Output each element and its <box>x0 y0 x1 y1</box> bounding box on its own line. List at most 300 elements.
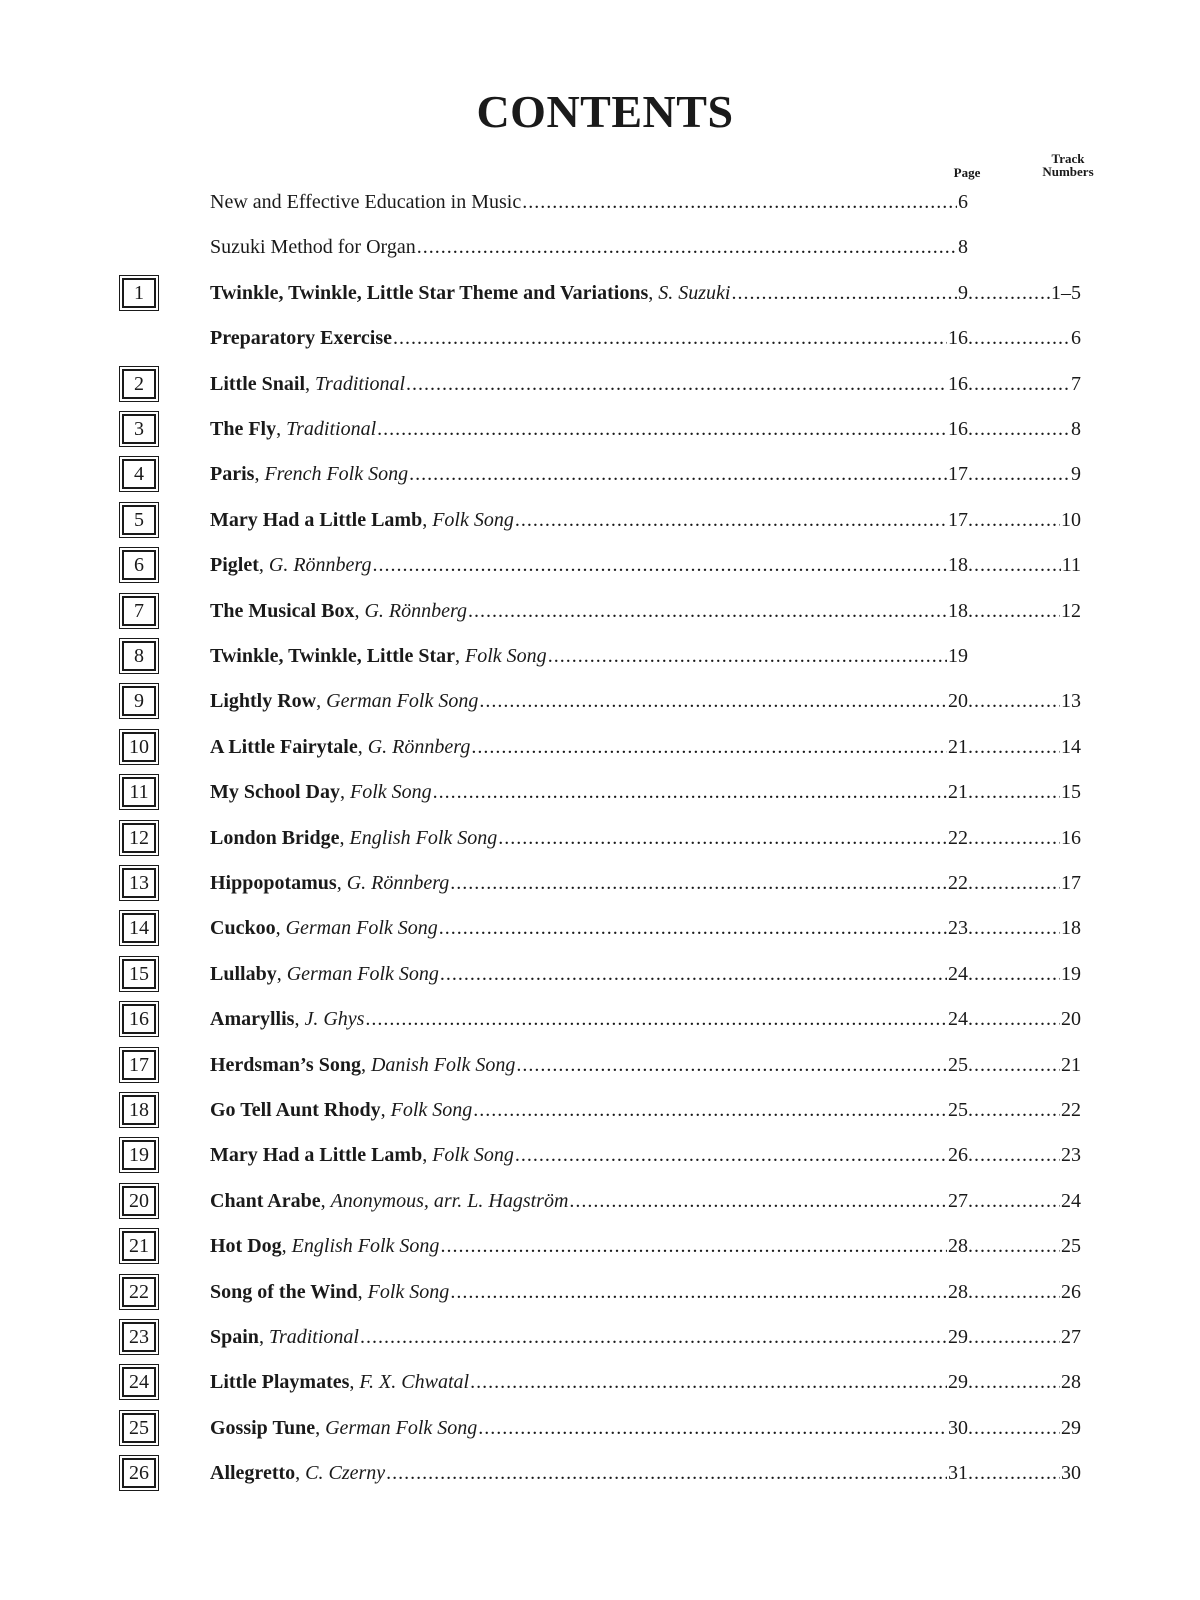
toc-row[interactable] <box>0 1186 1200 1216</box>
entry-number-box: 7 <box>122 596 156 626</box>
entry-title: The Musical Box <box>210 599 355 622</box>
track-dot-leader <box>968 913 1060 943</box>
entry-line <box>210 369 968 399</box>
entry-line <box>210 1186 968 1216</box>
track-dot-leader <box>968 1231 1060 1261</box>
track-cell <box>968 596 1081 626</box>
dot-leader <box>360 1322 947 1352</box>
track-dot-leader <box>968 1367 1060 1397</box>
entry-separator: , <box>349 1371 360 1394</box>
toc-row[interactable] <box>0 1367 1200 1397</box>
dot-leader <box>468 596 947 626</box>
entry-line <box>210 323 968 353</box>
toc-row[interactable] <box>0 959 1200 989</box>
entry-number-box: 26 <box>122 1458 156 1488</box>
dot-leader <box>516 1050 947 1080</box>
entry-separator: , <box>340 781 350 804</box>
entry-page-number: 29 <box>948 1371 968 1394</box>
entry-separator: , <box>276 418 287 440</box>
entry-separator: , <box>275 917 286 940</box>
track-cell <box>968 686 1081 716</box>
entry-separator: , <box>422 508 433 531</box>
entry-track-number: 7 <box>1071 372 1081 395</box>
track-cell <box>968 777 1081 807</box>
entry-number-box: 11 <box>122 777 156 807</box>
entry-track-number: 23 <box>1061 1144 1081 1167</box>
dot-leader <box>365 1004 947 1034</box>
entry-separator: , <box>294 1008 305 1031</box>
entry-page-number: 9 <box>958 281 968 304</box>
entry-number-box: 3 <box>122 414 156 444</box>
entry-composer: German Folk Song <box>325 1416 478 1439</box>
track-dot-leader <box>968 823 1060 853</box>
entry-separator: , <box>258 1326 269 1348</box>
entry-line <box>210 1095 968 1125</box>
entry-page-number: 28 <box>948 1235 968 1258</box>
entry-title: Spain <box>210 1326 259 1348</box>
entry-title: Lullaby <box>210 962 277 985</box>
track-cell <box>968 913 1081 943</box>
entry-page-number: 22 <box>948 872 968 894</box>
entry-composer: German Folk Song <box>285 917 438 940</box>
entry-number-box: 14 <box>122 913 156 943</box>
dot-leader <box>515 1140 947 1170</box>
entry-page-number: 6 <box>958 191 968 213</box>
entry-line <box>210 641 968 671</box>
entry-composer: German Folk Song <box>286 962 439 985</box>
track-header-line2: Numbers <box>1042 164 1094 179</box>
entry-separator: , <box>648 281 659 304</box>
track-cell <box>968 1367 1081 1397</box>
entry-line <box>210 959 968 989</box>
entry-title: Allegretto <box>210 1462 296 1485</box>
track-dot-leader <box>968 369 1070 399</box>
entry-title: Little Snail <box>210 372 306 395</box>
entry-title: Paris <box>210 463 255 486</box>
dot-leader <box>377 414 947 444</box>
entry-track-number: 22 <box>1061 1099 1081 1121</box>
entry-title: Go Tell Aunt Rhody <box>210 1099 381 1121</box>
track-cell <box>968 1322 1081 1352</box>
entry-title: My School Day <box>210 781 340 804</box>
track-cell <box>968 323 1081 353</box>
track-dot-leader <box>968 278 1050 308</box>
entry-title: Amaryllis <box>210 1008 295 1031</box>
toc-row[interactable] <box>0 1050 1200 1080</box>
track-cell <box>968 459 1081 489</box>
entry-separator: , <box>357 735 368 758</box>
toc-row[interactable] <box>0 187 1200 217</box>
entry-track-number: 26 <box>1061 1280 1081 1303</box>
entry-composer: S. Suzuki <box>658 281 731 304</box>
entry-number-box: 21 <box>122 1231 156 1261</box>
entry-title: Gossip Tune <box>210 1416 316 1439</box>
entry-separator: , <box>336 872 347 894</box>
entry-track-number: 30 <box>1061 1462 1081 1485</box>
dot-leader <box>515 505 947 535</box>
entry-track-number: 9 <box>1071 463 1081 486</box>
toc-row[interactable] <box>0 505 1200 535</box>
track-dot-leader <box>968 1458 1060 1488</box>
entry-separator: , <box>276 962 287 985</box>
toc-row[interactable] <box>0 868 1200 898</box>
dot-leader <box>473 1095 947 1125</box>
track-dot-leader <box>968 959 1060 989</box>
entry-line <box>210 1277 968 1307</box>
entry-composer: German Folk Song <box>326 690 479 713</box>
entry-track-number: 12 <box>1061 599 1081 622</box>
entry-line <box>210 414 968 444</box>
dot-leader <box>372 550 947 580</box>
entry-track-number: 1–5 <box>1051 281 1081 304</box>
toc-row[interactable] <box>0 1413 1200 1443</box>
entry-composer: Folk Song <box>465 645 547 667</box>
track-dot-leader <box>968 732 1060 762</box>
entry-line <box>210 505 968 535</box>
dot-leader <box>439 913 947 943</box>
track-dot-leader <box>968 1186 1060 1216</box>
entry-title: Little Playmates <box>210 1371 350 1394</box>
track-dot-leader <box>968 414 1070 444</box>
toc-row[interactable] <box>0 550 1200 580</box>
entry-title: Herdsman’s Song <box>210 1053 361 1076</box>
track-dot-leader <box>968 868 1060 898</box>
entry-track-number: 28 <box>1061 1371 1081 1394</box>
entry-page-number: 27 <box>948 1189 968 1212</box>
entry-track-number: 10 <box>1061 508 1081 531</box>
dot-leader <box>548 641 947 671</box>
dot-leader <box>406 369 947 399</box>
track-cell <box>968 868 1081 898</box>
entry-separator: , <box>357 1280 368 1303</box>
entry-page-number: 20 <box>948 690 968 713</box>
entry-composer: Folk Song <box>367 1280 450 1303</box>
entry-page-number: 19 <box>948 645 968 667</box>
entry-number-box: 20 <box>122 1186 156 1216</box>
entry-page-number: 16 <box>948 372 968 395</box>
track-dot-leader <box>968 459 1070 489</box>
track-dot-leader <box>968 777 1060 807</box>
dot-leader <box>498 823 947 853</box>
track-cell <box>968 414 1081 444</box>
track-cell <box>968 1186 1081 1216</box>
track-dot-leader <box>968 550 1061 580</box>
page-column-header: Page <box>953 165 981 180</box>
entry-line <box>210 1458 968 1488</box>
track-header-line1: Track <box>1051 151 1085 166</box>
entry-line <box>210 1050 968 1080</box>
entry-composer: C. Czerny <box>305 1462 386 1485</box>
entry-line <box>210 1367 968 1397</box>
track-dot-leader <box>968 1004 1060 1034</box>
entry-number-box: 9 <box>122 686 156 716</box>
entry-track-number: 13 <box>1061 690 1081 713</box>
track-cell <box>968 550 1081 580</box>
toc-row[interactable] <box>0 232 1200 262</box>
track-dot-leader <box>968 1277 1060 1307</box>
dot-leader <box>417 232 957 262</box>
entry-title: New and Effective Education in Music <box>210 191 522 213</box>
toc-row[interactable] <box>0 641 1200 671</box>
entry-separator: , <box>295 1462 306 1485</box>
entry-number-box: 22 <box>122 1277 156 1307</box>
toc-row[interactable] <box>0 1004 1200 1034</box>
entry-line <box>210 868 968 898</box>
entry-composer: Danish Folk Song <box>370 1053 516 1076</box>
toc-row[interactable] <box>0 686 1200 716</box>
entry-composer: G. Rönnberg <box>364 599 468 622</box>
entry-composer: Anonymous, arr. L. Hagström <box>330 1189 569 1212</box>
track-cell <box>968 1004 1081 1034</box>
toc-row[interactable] <box>0 777 1200 807</box>
entry-number-box: 23 <box>122 1322 156 1352</box>
entry-separator: , <box>320 1189 331 1212</box>
entry-page-number: 16 <box>948 418 968 440</box>
toc-row[interactable] <box>0 732 1200 762</box>
entry-line <box>210 1140 968 1170</box>
entry-line <box>210 1004 968 1034</box>
track-cell <box>968 1050 1081 1080</box>
entry-line <box>210 686 968 716</box>
dot-leader <box>731 278 957 308</box>
entry-page-number: 23 <box>948 917 968 940</box>
track-dot-leader <box>968 686 1060 716</box>
entry-composer: G. Rönnberg <box>268 554 372 577</box>
entry-number-box: 17 <box>122 1050 156 1080</box>
track-cell <box>968 278 1081 308</box>
entry-track-number: 18 <box>1061 917 1081 940</box>
track-cell <box>968 1095 1081 1125</box>
entry-title: The Fly <box>210 418 277 440</box>
track-dot-leader <box>968 1050 1060 1080</box>
dot-leader <box>393 323 947 353</box>
entry-page-number: 8 <box>958 236 968 259</box>
entry-separator: , <box>305 372 316 395</box>
dot-leader <box>386 1458 947 1488</box>
entry-composer: French Folk Song <box>264 463 409 486</box>
entry-line <box>210 732 968 762</box>
dot-leader <box>433 777 947 807</box>
toc-row[interactable] <box>0 823 1200 853</box>
entry-number-box: 12 <box>122 823 156 853</box>
dot-leader <box>409 459 947 489</box>
entry-line <box>210 596 968 626</box>
track-dot-leader <box>968 1140 1060 1170</box>
entry-composer: G. Rönnberg <box>367 735 471 758</box>
entry-page-number: 21 <box>948 735 968 758</box>
entry-number-box: 6 <box>122 550 156 580</box>
entry-page-number: 28 <box>948 1280 968 1303</box>
entry-composer: Folk Song <box>432 508 514 531</box>
entry-number-box: 13 <box>122 868 156 898</box>
track-cell <box>968 959 1081 989</box>
entry-line <box>210 1413 968 1443</box>
entry-number-box: 2 <box>122 369 156 399</box>
entry-title: Twinkle, Twinkle, Little Star <box>210 645 456 667</box>
track-dot-leader <box>968 505 1060 535</box>
dot-leader <box>450 1277 947 1307</box>
dot-leader <box>479 686 947 716</box>
entry-title: Chant Arabe <box>210 1189 321 1212</box>
entry-page-number: 17 <box>948 463 968 486</box>
entry-page-number: 26 <box>948 1144 968 1167</box>
toc-row[interactable] <box>0 369 1200 399</box>
entry-track-number: 15 <box>1061 781 1081 804</box>
entry-track-number: 29 <box>1061 1416 1081 1439</box>
entry-composer: Traditional <box>286 418 377 440</box>
dot-leader <box>450 868 947 898</box>
toc-row[interactable] <box>0 323 1200 353</box>
entry-separator: , <box>380 1099 391 1121</box>
toc-row[interactable] <box>0 1231 1200 1261</box>
entry-page-number: 21 <box>948 781 968 804</box>
entry-number-box: 18 <box>122 1095 156 1125</box>
entry-separator: , <box>258 554 269 577</box>
entry-separator: , <box>422 1144 433 1167</box>
entry-track-number: 16 <box>1061 826 1081 849</box>
entry-page-number: 17 <box>948 508 968 531</box>
entry-separator: , <box>316 690 327 713</box>
entry-composer: F. X. Chwatal <box>359 1371 470 1394</box>
dot-leader <box>470 1367 947 1397</box>
entry-page-number: 25 <box>948 1099 968 1121</box>
entry-track-number: 27 <box>1061 1326 1081 1348</box>
track-cell <box>968 823 1081 853</box>
entry-line <box>210 232 968 262</box>
entry-line <box>210 278 968 308</box>
entry-number-box: 8 <box>122 641 156 671</box>
entry-track-number: 8 <box>1071 418 1081 440</box>
entry-page-number: 30 <box>948 1416 968 1439</box>
entry-line <box>210 550 968 580</box>
entry-page-number: 31 <box>948 1462 968 1485</box>
entry-composer: Folk Song <box>432 1144 514 1167</box>
entry-title: Preparatory Exercise <box>210 327 392 350</box>
entry-line <box>210 187 968 217</box>
entry-line <box>210 913 968 943</box>
entry-page-number: 25 <box>948 1053 968 1076</box>
track-cell <box>968 369 1081 399</box>
entry-title: Piglet <box>210 554 259 577</box>
toc-row[interactable] <box>0 1277 1200 1307</box>
entry-track-number: 11 <box>1061 554 1081 577</box>
toc-row[interactable] <box>0 1322 1200 1352</box>
entry-title: Hot Dog <box>210 1235 282 1258</box>
entry-title: Cuckoo <box>210 917 276 940</box>
track-dot-leader <box>968 323 1070 353</box>
entry-track-number: 17 <box>1061 872 1081 894</box>
entry-number-box: 15 <box>122 959 156 989</box>
track-dot-leader <box>968 596 1060 626</box>
track-cell <box>968 1458 1081 1488</box>
entry-title: Song of the Wind <box>210 1280 358 1303</box>
entry-composer: G. Rönnberg <box>346 872 450 894</box>
entry-title: London Bridge <box>210 826 340 849</box>
entry-composer: J. Ghys <box>304 1008 365 1031</box>
track-cell <box>968 732 1081 762</box>
track-dot-leader <box>968 1322 1060 1352</box>
entry-number-box: 4 <box>122 459 156 489</box>
entry-title: Mary Had a Little Lamb <box>210 1144 423 1167</box>
dot-leader <box>522 187 957 217</box>
dot-leader <box>440 1231 947 1261</box>
toc-row[interactable] <box>0 596 1200 626</box>
toc-row[interactable] <box>0 278 1200 308</box>
toc-row[interactable] <box>0 1458 1200 1488</box>
toc-row[interactable] <box>0 1140 1200 1170</box>
dot-leader <box>569 1186 947 1216</box>
entry-number-box: 10 <box>122 732 156 762</box>
entry-separator: , <box>360 1053 371 1076</box>
entry-separator: , <box>455 645 466 667</box>
entry-page-number: 22 <box>948 826 968 849</box>
toc-row[interactable] <box>0 1095 1200 1125</box>
entry-composer: Traditional <box>315 372 406 395</box>
entry-composer: Folk Song <box>390 1099 473 1121</box>
track-cell <box>968 1231 1081 1261</box>
entry-composer: English Folk Song <box>291 1235 440 1258</box>
dot-leader <box>471 732 947 762</box>
dot-leader <box>440 959 947 989</box>
entry-line <box>210 1231 968 1261</box>
entry-track-number: 6 <box>1071 327 1081 350</box>
toc-row[interactable] <box>0 913 1200 943</box>
entry-line <box>210 823 968 853</box>
toc-row[interactable] <box>0 414 1200 444</box>
entry-composer: English Folk Song <box>349 826 498 849</box>
entry-separator: , <box>281 1235 292 1258</box>
entry-number-box: 25 <box>122 1413 156 1443</box>
entry-number-box: 24 <box>122 1367 156 1397</box>
entry-separator: , <box>339 826 350 849</box>
entry-separator: , <box>354 599 365 622</box>
entry-page-number: 24 <box>948 962 968 985</box>
entry-number-box: 1 <box>122 278 156 308</box>
entry-page-number: 16 <box>948 327 968 350</box>
entry-composer: Folk Song <box>350 781 432 804</box>
entry-page-number: 18 <box>948 599 968 622</box>
entry-line <box>210 1322 968 1352</box>
page-title: CONTENTS <box>476 86 734 137</box>
toc-row[interactable] <box>0 459 1200 489</box>
track-cell <box>968 505 1081 535</box>
entry-title: A Little Fairytale <box>210 735 358 758</box>
entry-title: Lightly Row <box>210 690 317 713</box>
entry-title: Twinkle, Twinkle, Little Star Theme and Variations <box>210 281 649 304</box>
dot-leader <box>478 1413 947 1443</box>
entry-line <box>210 777 968 807</box>
entry-separator: , <box>254 463 265 486</box>
track-cell <box>968 1413 1081 1443</box>
entry-composer: Traditional <box>268 1326 359 1348</box>
entry-title: Hippopotamus <box>210 872 337 894</box>
entry-line <box>210 459 968 489</box>
entry-track-number: 25 <box>1061 1235 1081 1258</box>
entry-track-number: 19 <box>1061 962 1081 985</box>
entry-page-number: 24 <box>948 1008 968 1031</box>
track-cell <box>968 1277 1081 1307</box>
entry-track-number: 20 <box>1061 1008 1081 1031</box>
entry-track-number: 14 <box>1061 735 1081 758</box>
entry-page-number: 18 <box>948 554 968 577</box>
track-dot-leader <box>968 1413 1060 1443</box>
entry-separator: , <box>315 1416 326 1439</box>
track-dot-leader <box>968 1095 1060 1125</box>
entry-number-box: 5 <box>122 505 156 535</box>
entry-track-number: 24 <box>1061 1189 1081 1212</box>
entry-number-box: 16 <box>122 1004 156 1034</box>
entry-track-number: 21 <box>1061 1053 1081 1076</box>
